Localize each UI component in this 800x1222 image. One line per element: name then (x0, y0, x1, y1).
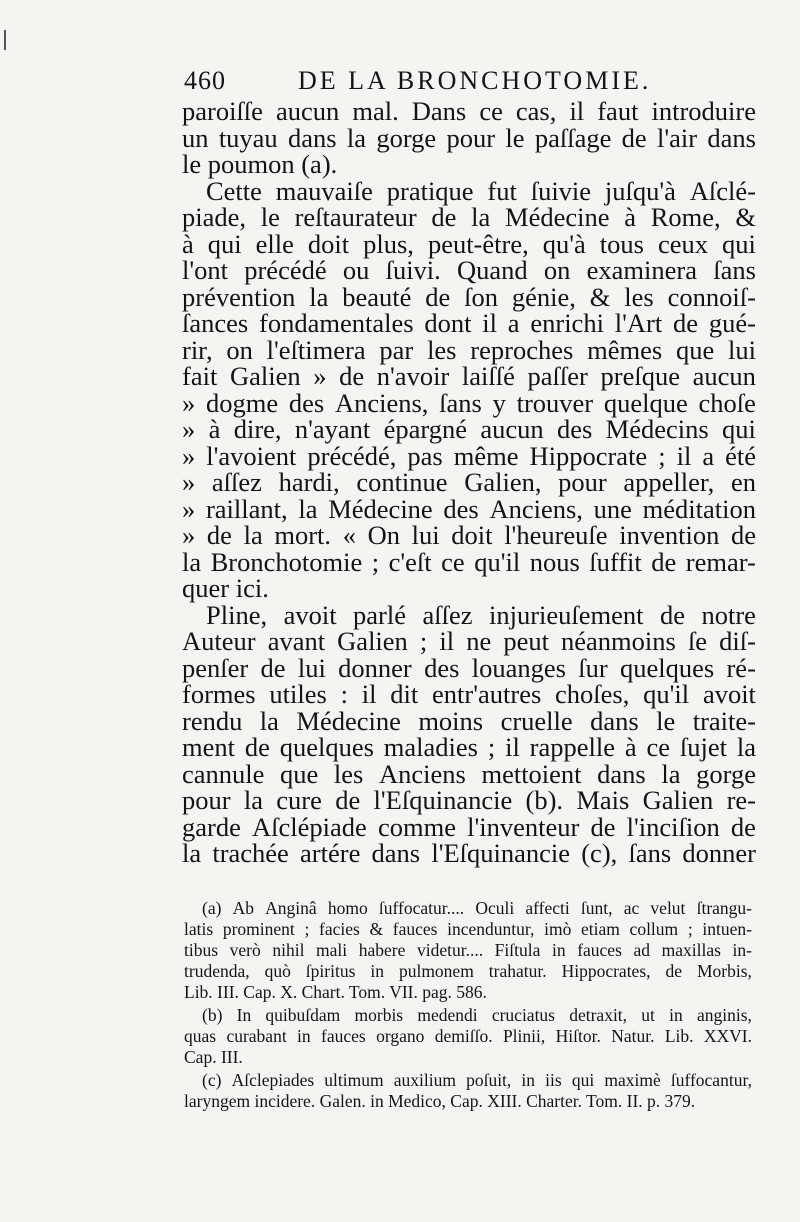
text-line: » de la mort. « On lui doit l'heureuſe invention de (182, 520, 756, 550)
text-line: » l'avoient précédé, pas même Hippocrate ; il a été (182, 440, 756, 471)
text-line: fait Galien » de n'avoir laiſſé paſſer preſque aucun (182, 361, 756, 391)
footnote-line: laryngem inciderе. Galen. in Medico, Cap. XIII. Charter. Tom. II. p. 379. (184, 1091, 696, 1111)
text-line: penſer de lui donner des louanges ſur quelques ré- (182, 652, 756, 683)
text-line: ſances fondamentales dont il a enrichi l'Art de gué- (182, 308, 756, 338)
footnote-line: trudenda, quò ſpiritus in pulmonem trahatur. Hippocrates, de Morbis, (184, 961, 752, 981)
text-line: quer ici. (182, 573, 269, 603)
text-line: l'ont précédé ou ſuivi. Quand on examinera ſans (182, 255, 756, 285)
text-line: rir, on l'eſtimera par les reproches mêmes que lui (182, 334, 756, 365)
text-line: Auteur avant Galien ; il ne peut néanmoins ſe diſ- (182, 626, 756, 656)
text-line: Pline, avoit parlé aſſez injurieuſement de notre (206, 599, 756, 630)
text-line: » raillant, la Médecine des Anciens, une méditation (182, 493, 756, 524)
text-line: la trachée artére dans l'Eſquinancie (c), ſans donner (182, 838, 756, 868)
footnote-line: (c) Aſclepiades ultimum auxilium poſuit, in iis qui maximè ſuffocantur, (202, 1070, 752, 1090)
text-line: Cette mauvaiſe pratique fut ſuivie juſqu'à Aſclé- (206, 175, 756, 206)
footnote-line: quas curabant in fauces organo demiſſo. Plinii, Hiſtor. Natur. Lib. XXVI. (184, 1026, 752, 1046)
text-line: prévention la beauté de ſon génie, & les connoiſ- (182, 281, 756, 312)
footnote-line: Cap. III. (184, 1047, 243, 1067)
page-edge-mark (4, 30, 6, 50)
text-line: cannule que les Anciens mettoient dans la gorge (182, 758, 756, 789)
text-line: la Bronchotomie ; c'eſt ce qu'il nous ſuffit de remar- (182, 546, 756, 577)
text-line: » aſſez hardi, continue Galien, pour appeller, en (182, 467, 756, 497)
page-number: 460 (184, 66, 226, 95)
footnote-line: (b) In quibuſdam morbis medendi cruciatus detraxit, ut in anginis, (202, 1005, 752, 1025)
footnote-line: latis prominent ; facies & fauces incenduntur, imò etiam collum ; intuen- (184, 919, 752, 939)
text-line: un tuyau dans la gorge pour le paſſage de l'air dans (182, 122, 756, 153)
text-line: rendu la Médecine moins cruelle dans le traite- (182, 705, 756, 736)
text-line: garde Aſclépiade comme l'inventeur de l'inciſion de (182, 811, 756, 842)
footnote-line: (a) Ab Anginâ homo ſuffocatur.... Oculi affecti ſunt, ac velut ſtrangu- (202, 898, 752, 918)
text-line: le poumon (a). (182, 149, 338, 179)
text-line: à qui elle doit plus, peut-être, qu'à tous ceux qui (182, 228, 756, 259)
running-title: DE LA BRONCHOTOMIE. (298, 66, 652, 95)
text-line: pour la cure de l'Eſquinancie (b). Mais Galien re- (182, 785, 756, 815)
text-line: » dogme des Anciens, ſans y trouver quelque choſe (182, 387, 756, 418)
text-line: paroiſſe aucun mal. Dans ce cas, il faut introduire (182, 96, 756, 126)
footnote-line: tibus verò nihil mali habere videtur.... Fiſtula in fauces ad maxillas in- (184, 940, 752, 960)
text-line: ment de quelques maladies ; il rappelle à ce ſujet la (182, 732, 756, 762)
text-line: formes utiles : il dit entr'autres choſes, qu'il avoit (182, 679, 756, 709)
body-text (182, 98, 756, 867)
text-line: piade, le reſtaurateur de la Médecine à Rome, & (182, 202, 756, 232)
footnote-line: Lib. III. Cap. X. Chart. Tom. VII. pag. 586. (184, 982, 487, 1002)
footnotes (184, 898, 752, 1112)
text-line: » à dire, n'ayant épargné aucun des Médecins qui (182, 414, 756, 444)
